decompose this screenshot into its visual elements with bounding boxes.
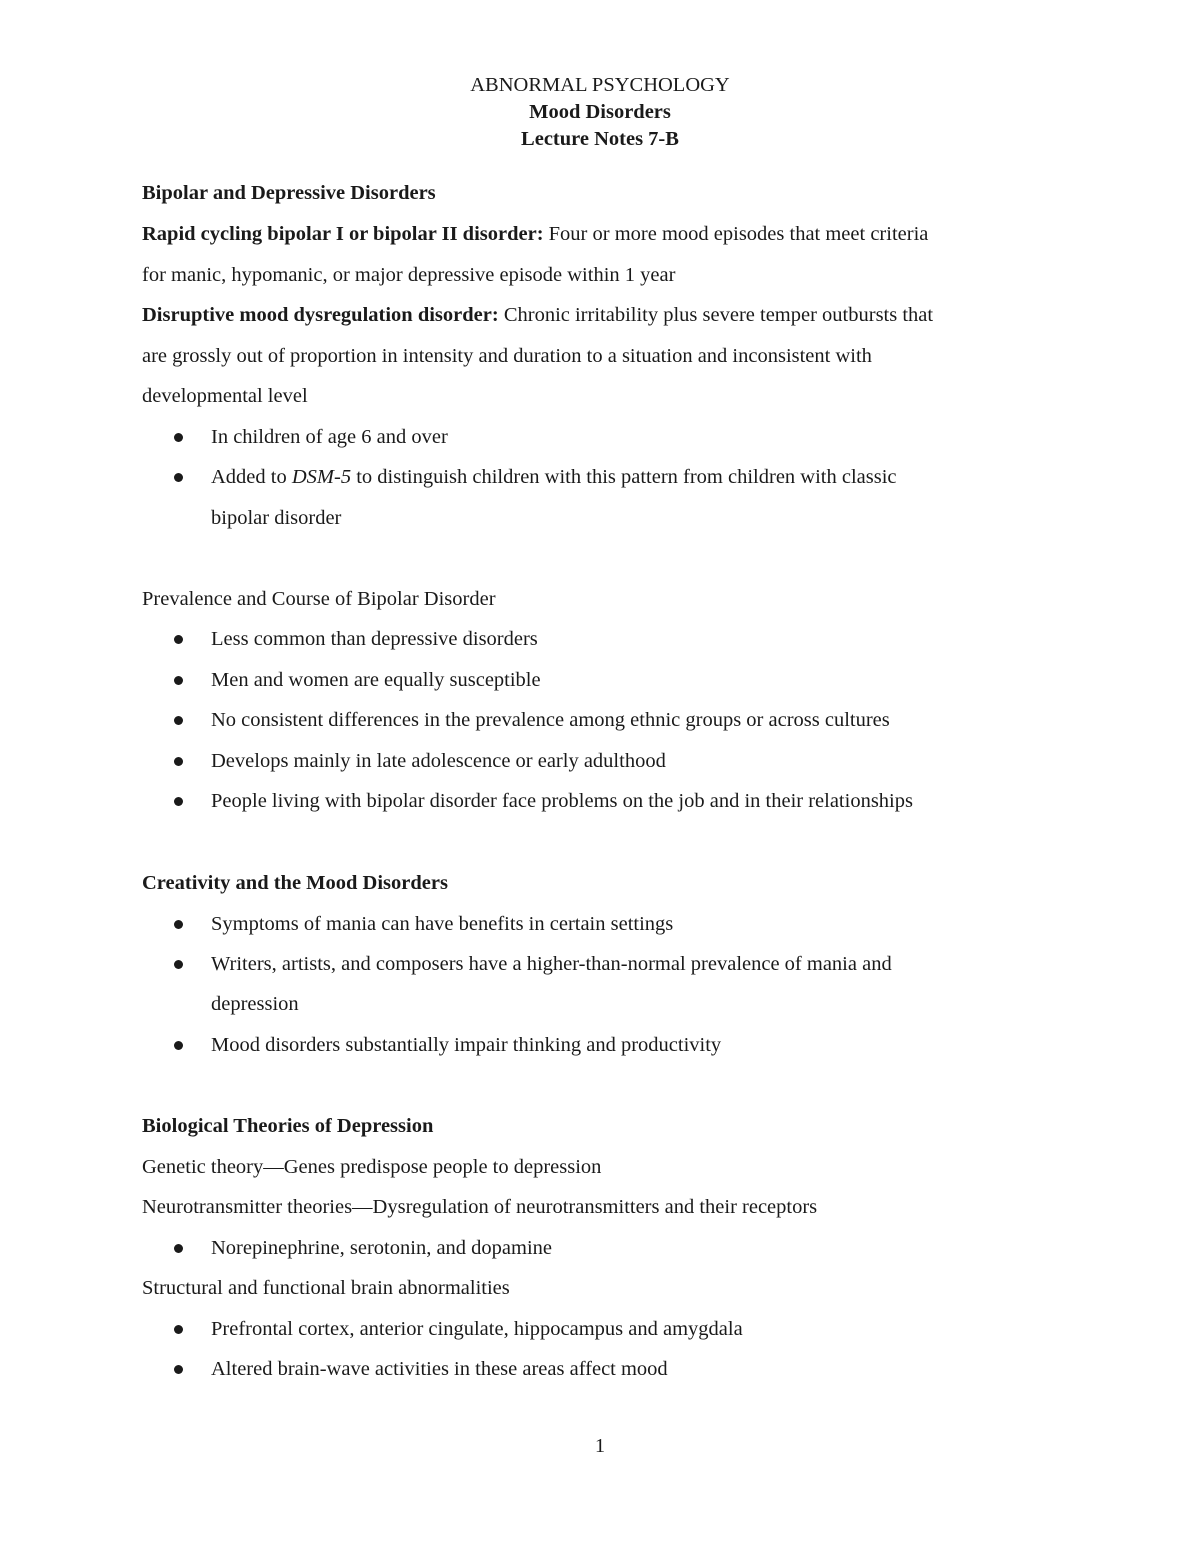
list-item: People living with bipolar disorder face problems on the job and in their relationships (211, 790, 913, 812)
list-item: Added to DSM-5 to distinguish children with this pattern from children with classic (211, 466, 897, 488)
rapid-cycling-def-text: Four or more mood episodes that meet criteria (543, 223, 929, 245)
rapid-cycling-term: Rapid cycling bipolar I or bipolar II disorder: (142, 223, 544, 245)
list-item: In children of age 6 and over (211, 426, 448, 448)
page-number: 1 (594, 1435, 606, 1457)
rapid-cycling-definition-line1 (142, 220, 928, 248)
course-title: ABNORMAL PSYCHOLOGY (470, 74, 730, 96)
list-item-continuation: bipolar disorder (211, 507, 342, 529)
dmdd-term: Disruptive mood dysregulation disorder: (142, 304, 499, 326)
neurotransmitter-theory-line: Neurotransmitter theories—Dysregulation of neurotransmitters and their receptors (142, 1196, 818, 1218)
section-heading-prevalence: Prevalence and Course of Bipolar Disorder (142, 588, 496, 610)
list-item: Symptoms of mania can have benefits in certain settings (211, 913, 674, 935)
bullet-marker (174, 1325, 183, 1334)
bullet-marker (174, 920, 183, 929)
bullet-marker (174, 716, 183, 725)
dmdd-definition-line2: are grossly out of proportion in intensity and duration to a situation and inconsistent with (142, 345, 872, 367)
bullet-marker (174, 676, 183, 685)
list-item: Less common than depressive disorders (211, 628, 538, 650)
list-item-continuation: depression (211, 993, 299, 1015)
bullet-marker (174, 757, 183, 766)
list-item: Develops mainly in late adolescence or early adulthood (211, 750, 666, 772)
genetic-theory-line: Genetic theory—Genes predispose people to depression (142, 1156, 602, 1178)
list-item: Norepinephrine, serotonin, and dopamine (211, 1237, 553, 1259)
list-item: Altered brain-wave activities in these areas affect mood (211, 1358, 668, 1380)
list-item: Mood disorders substantially impair thinking and productivity (211, 1034, 722, 1056)
bullet-marker (174, 797, 183, 806)
section-heading-bipolar: Bipolar and Depressive Disorders (142, 182, 436, 204)
bullet-marker (174, 1244, 183, 1253)
bullet-marker (174, 635, 183, 644)
bullet-marker (174, 473, 183, 482)
document-header (0, 72, 1200, 153)
rapid-cycling-definition-line2: for manic, hypomanic, or major depressive episode within 1 year (142, 264, 676, 286)
section-heading-creativity: Creativity and the Mood Disorders (142, 872, 448, 894)
dmdd-def-text: Chronic irritability plus severe temper outbursts that (498, 304, 934, 326)
list-item: Men and women are equally susceptible (211, 669, 541, 691)
dmdd-definition-line3: developmental level (142, 385, 308, 407)
topic-title: Mood Disorders (529, 101, 671, 123)
bullet-marker (174, 960, 183, 969)
list-item: Writers, artists, and composers have a higher-than-normal prevalence of mania and (211, 953, 892, 975)
bullet-marker (174, 433, 183, 442)
list-item: Prefrontal cortex, anterior cingulate, hippocampus and amygdala (211, 1318, 743, 1340)
section-heading-biological: Biological Theories of Depression (142, 1115, 434, 1137)
dmdd-definition-line1 (142, 301, 933, 329)
structural-abnormalities-line: Structural and functional brain abnormalities (142, 1277, 510, 1299)
list-item: No consistent differences in the prevalence among ethnic groups or across cultures (211, 709, 890, 731)
dsm5-italic: DSM-5 (291, 466, 352, 488)
lecture-title: Lecture Notes 7-B (521, 128, 679, 150)
bullet-marker (174, 1041, 183, 1050)
bullet-marker (174, 1365, 183, 1374)
